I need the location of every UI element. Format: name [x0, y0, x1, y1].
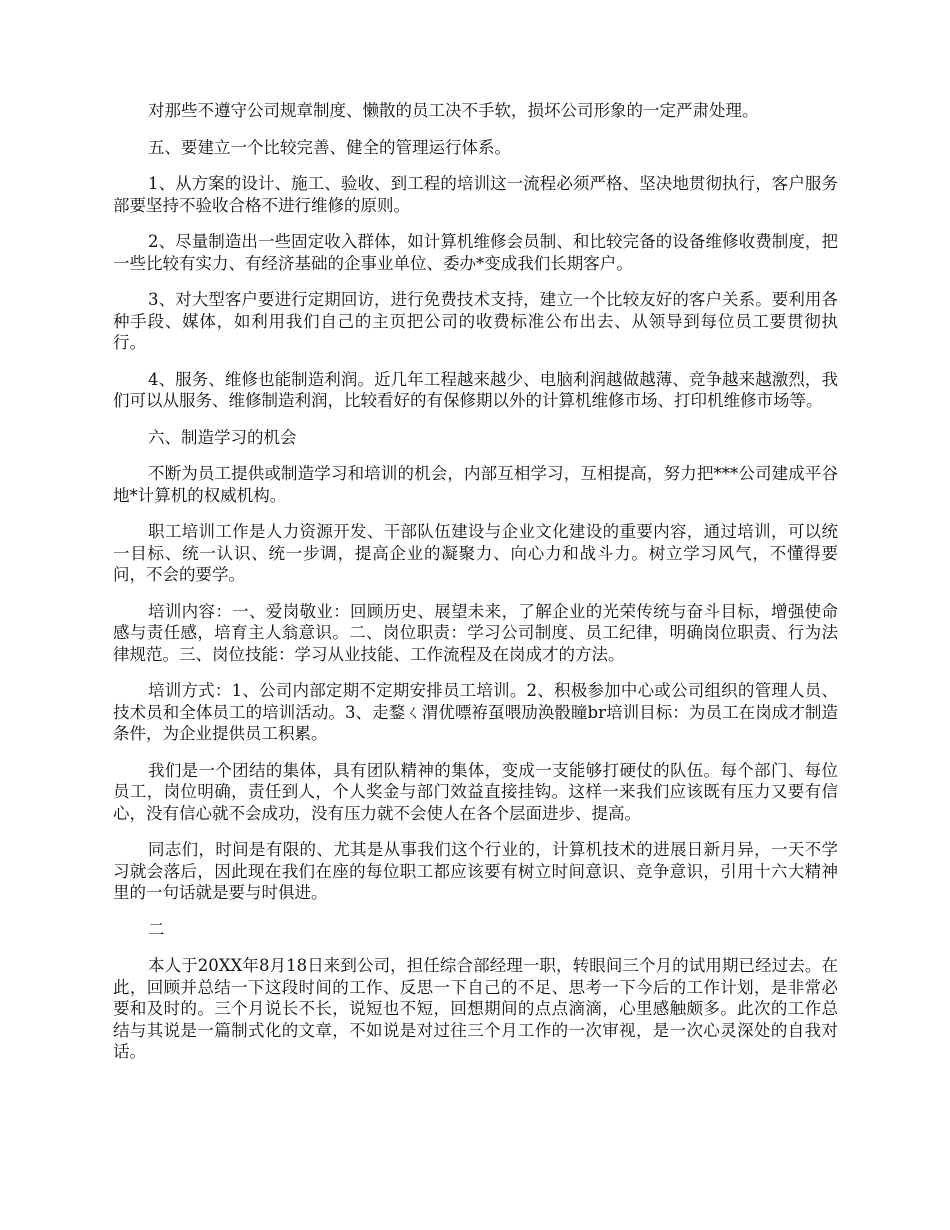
paragraph-item-4: 4、服务、维修也能制造利润。近几年工程越来越少、电脑利润越做越薄、竞争越来越激烈，我们可以从服务、维修制造利润，比较看好的有保修期以外的计算机维修市场、打印机维修市场等。 — [113, 369, 838, 410]
paragraph-item-3: 3、对大型客户要进行定期回访，进行免费技术支持，建立一个比较友好的客户关系。要利用各种手段、媒体，如利用我们自己的主页把公司的收费标准公布出去、从领导到每位员工要贯彻执行。 — [113, 290, 838, 352]
paragraph-discipline: 对那些不遵守公司规章制度、懒散的员工决不手软，损坏公司形象的一定严肃处理。 — [148, 101, 759, 120]
paragraph-team-spirit: 我们是一个团结的集体，具有团队精神的集体，变成一支能够打硬仗的队伍。每个部门、每位员工，岗位明确，责任到人，个人奖金与部门效益直接挂钩。这样一来我们应该既有压力又要有信心，没有信心就不会成功，没有压力就不会使人在各个层面进步、提高。 — [113, 760, 838, 823]
document-page — [113, 100, 838, 1078]
paragraph-self-review: 本人于20XX年8月18日来到公司，担任综合部经理一职，转眼间三个月的试用期已经过去。在此，回顾并总结一下这段时间的工作、反思一下自己的不足、思考一下今后的工作计划，是非常必要和及时的。三个月说长不长，说短也不短，回想期间的点点滴滴，心里感触颇多。此次的工作总结与其说是一篇制式化的文章，不如说是对过往三个月工作的一次审视，是一次心灵深处的自我对话。 — [113, 956, 838, 1061]
paragraph-item-2: 2、尽量制造出一些固定收入群体，如计算机维修会员制、和比较完备的设备维修收费制度，把一些比较有实力、有经济基础的企事业单位、委办*变成我们长期客户。 — [113, 232, 838, 273]
section-heading-learning: 六、制造学习的机会 — [148, 427, 297, 447]
paragraph-training-content: 培训内容：一、爱岗敬业：回顾历史、展望未来，了解企业的光荣传统与奋斗目标，增强使命感与责任感，培育主人翁意识。二、岗位职责：学习公司制度、员工纪律，明确岗位职责、行为法律规范。三、岗位技能：学习从业技能、工作流程及在岗成才的方法。 — [113, 601, 838, 664]
paragraph-learning-opportunity: 不断为员工提供或制造学习和培训的机会，内部互相学习，互相提高，努力把***公司建成平谷地*计算机的权威机构。 — [113, 464, 838, 505]
paragraph-training-importance: 职工培训工作是人力资源开发、干部队伍建设与企业文化建设的重要内容，通过培训，可以统一目标、统一认识、统一步调，提高企业的凝聚力、向心力和战斗力。树立学习风气，不懂得要问，不会的要学。 — [113, 522, 838, 584]
section-heading-two: 二 — [148, 919, 165, 939]
paragraph-training-method: 培训方式：1、公司内部定期不定期安排员工培训。2、积极参加中心或公司组织的管理人员、技术员和全体员工的培训活动。3、走鍪ㄑ渭优嘌袸虿喂劢涣骰瞳br培训目标：为员工在岗成才制造条件，为企业提供员工积累。 — [113, 681, 838, 743]
paragraph-item-1: 1、从方案的设计、施工、验收、到工程的培训这一流程必须严格、坚决地贯彻执行，客户服务部要坚持不验收合格不进行维修的原则。 — [113, 174, 838, 215]
section-heading-management-system: 五、要建立一个比较完善、健全的管理运行体系。 — [148, 137, 511, 157]
paragraph-keep-pace: 同志们，时间是有限的、尤其是从事我们这个行业的，计算机技术的进展日新月异，一天不学习就会落后，因此现在我们在座的每位职工都应该要有树立时间意识、竞争意识，引用十六大精神里的一句话就是要与时俱进。 — [113, 840, 838, 902]
